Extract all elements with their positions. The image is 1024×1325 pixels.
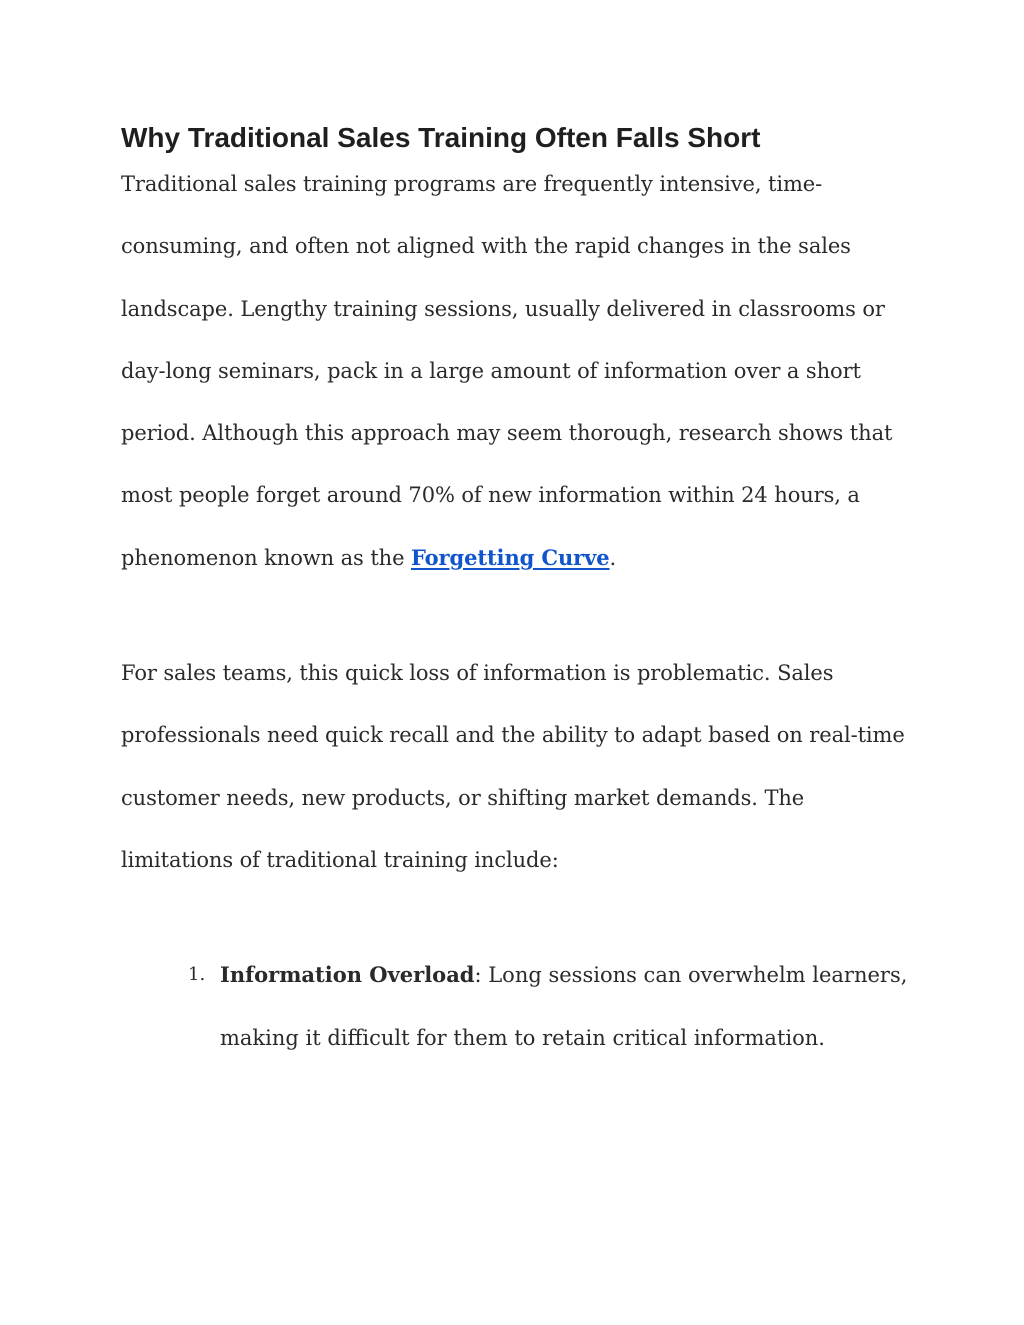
- page-title: Why Traditional Sales Training Often Falls Short: [121, 122, 761, 153]
- limitations-list: [121, 944, 911, 1069]
- forgetting-curve-link[interactable]: Forgetting Curve: [410, 544, 610, 570]
- list-item-number: 1.: [188, 964, 206, 986]
- paragraph-text: Traditional sales training programs are frequently intensive, time-consuming, and often not aligned with the rapid changes in the sales landscape. Lengthy training sessions, usually delivered in classrooms or day-long seminars, pack in a large amount of information over a short period. Although this approach may seem thorough, research shows that most people forget around 70% of new information within 24 hours, a phenomenon known as the: [121, 172, 893, 570]
- list-item-term: Information Overload: [220, 962, 475, 988]
- list-item-text: : Long sessions can overwhelm learners, making it difficult for them to retain critical information.: [220, 963, 908, 1050]
- paragraph-forgetting-curve: [121, 153, 911, 589]
- document-page: [121, 116, 911, 1069]
- paragraph-period: .: [609, 545, 617, 570]
- paragraph-sales-teams: For sales teams, this quick loss of information is problematic. Sales professionals need quick recall and the ability to adapt based on real-time customer needs, new products, or shifting market demands. The limitations of traditional training include:: [121, 661, 905, 872]
- list-item: [121, 944, 911, 1069]
